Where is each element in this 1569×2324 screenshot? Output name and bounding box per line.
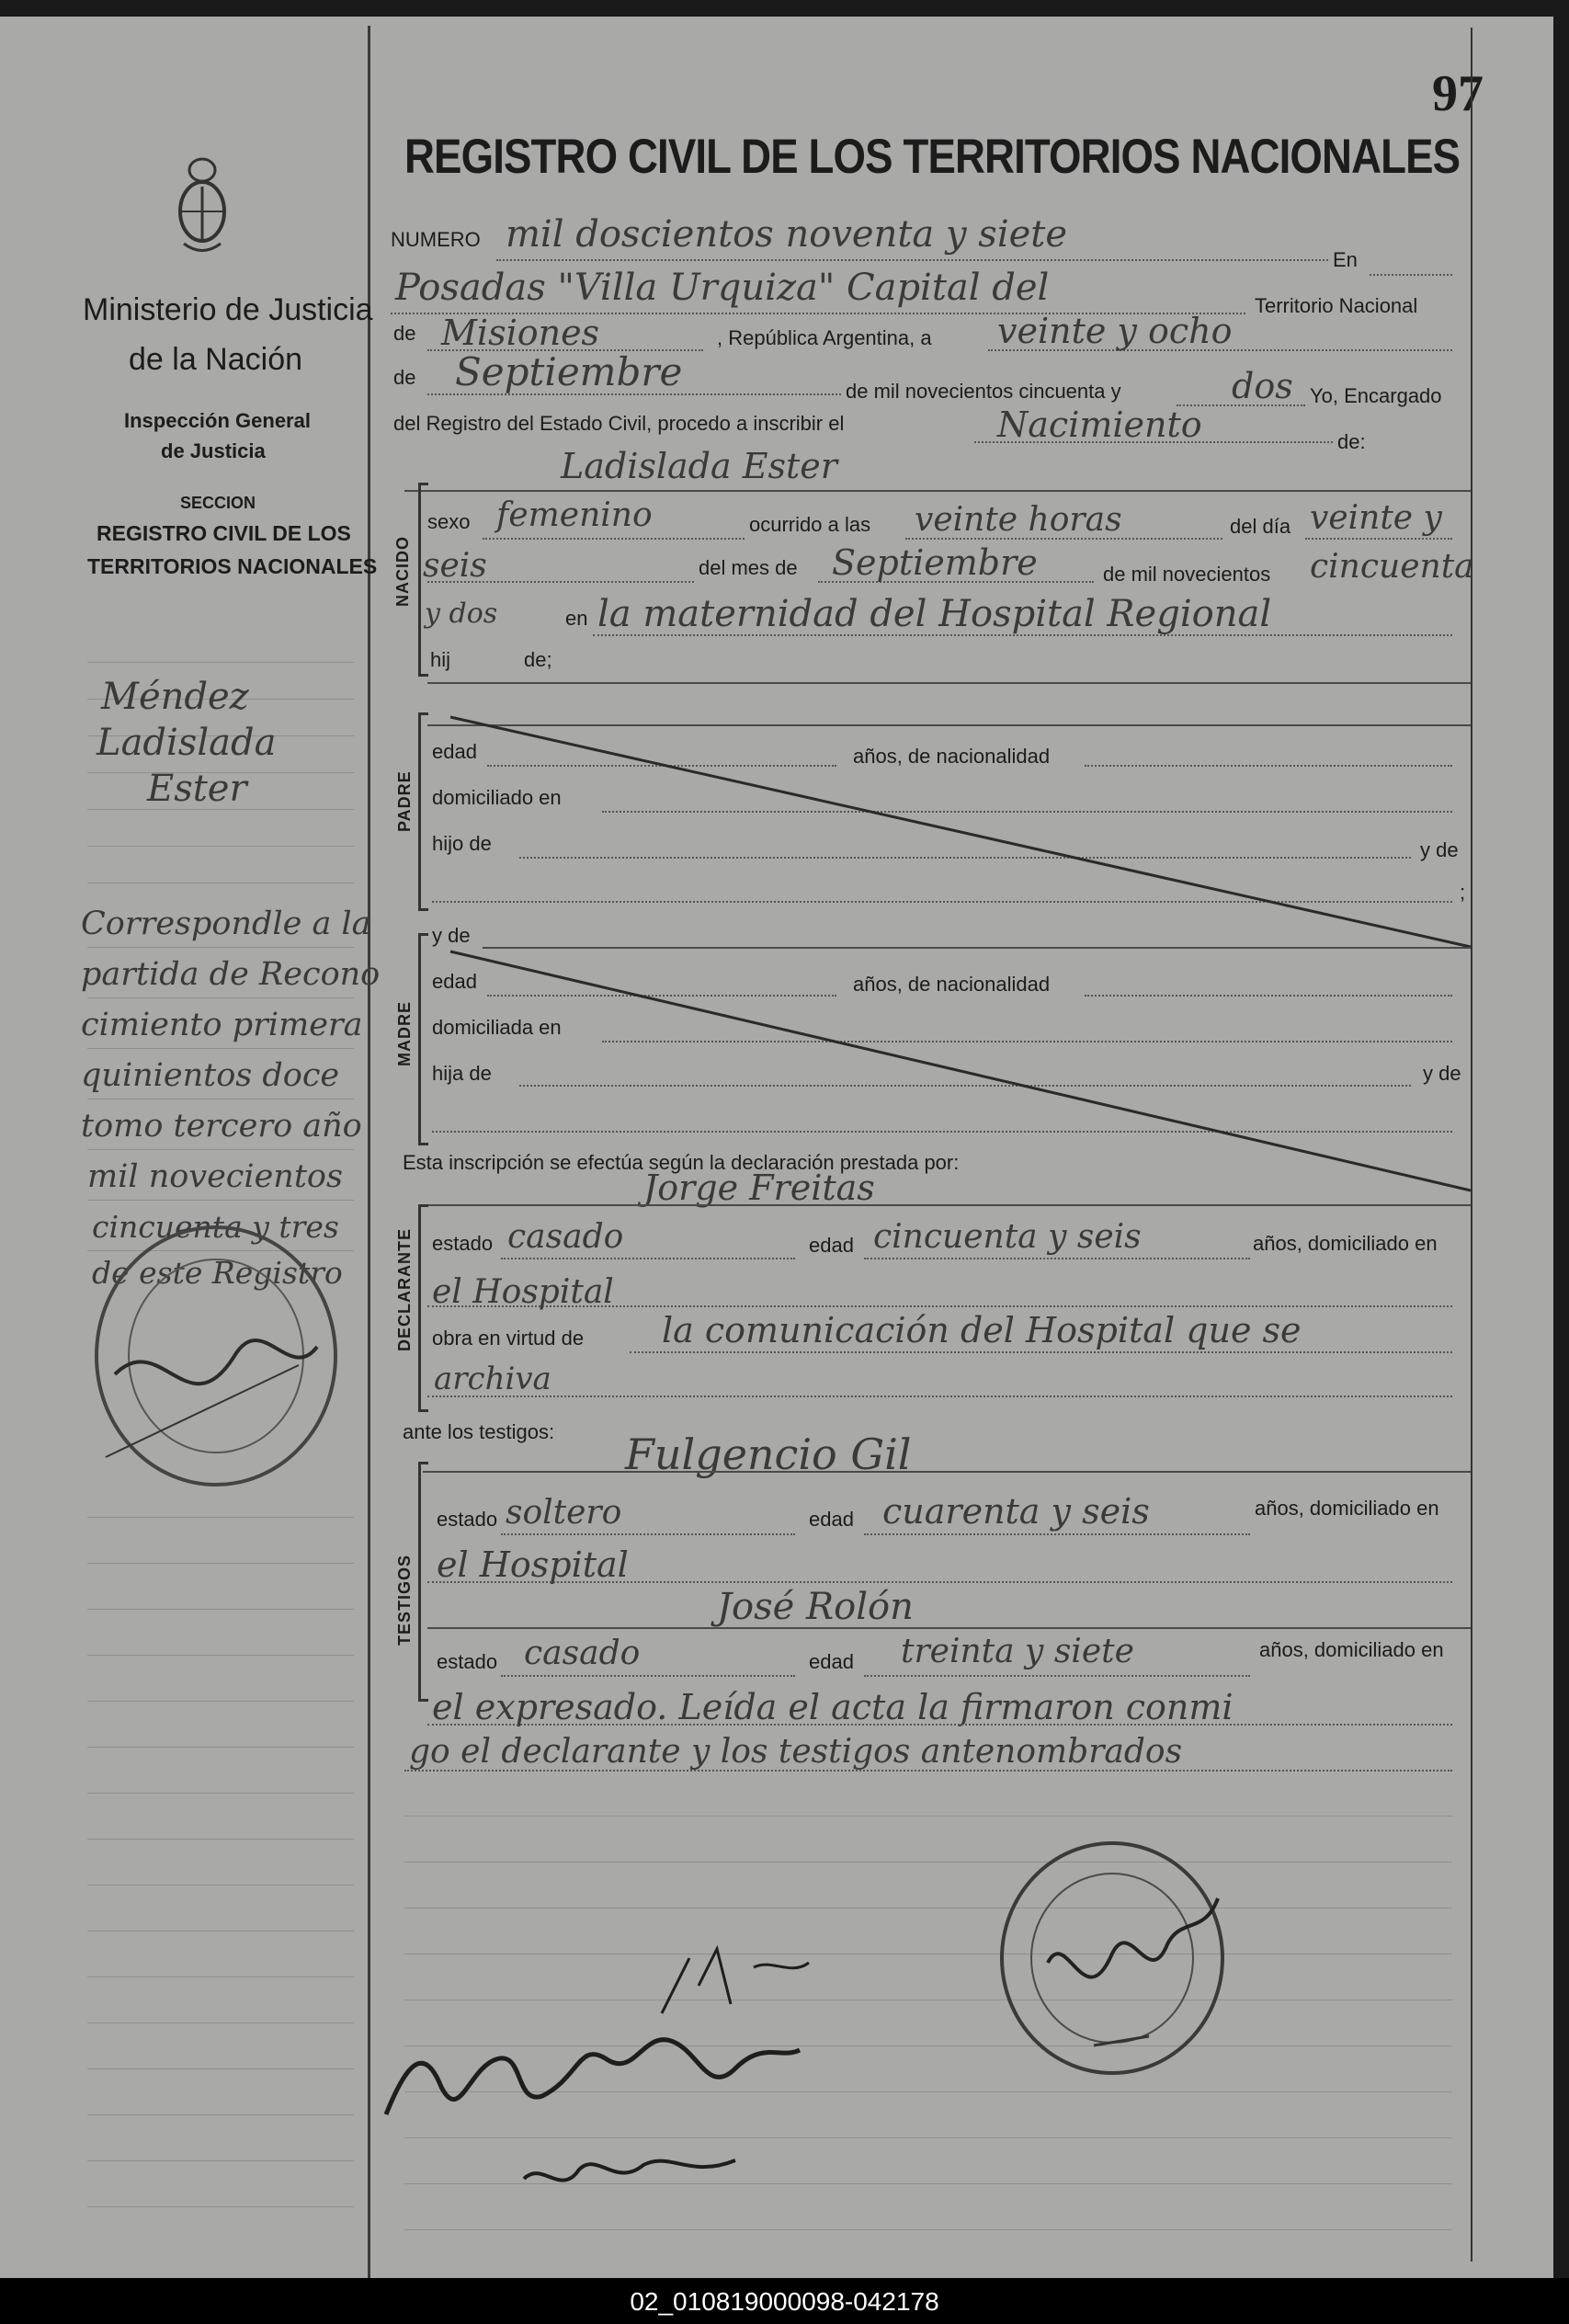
dia-line — [1305, 538, 1452, 540]
declarante-name: Jorge Freitas — [643, 1168, 875, 1208]
obra-label: obra en virtud de — [432, 1327, 585, 1350]
t2-estado-label: estado — [437, 1650, 498, 1673]
t1-estado-label: estado — [437, 1508, 498, 1531]
declarante-section-label: DECLARANTE — [395, 1228, 414, 1351]
declarante-anios-label: años, domiciliado en — [1253, 1232, 1438, 1255]
ministry-line1: Ministerio de Justicia — [83, 292, 373, 327]
margin-note-7: cincuenta y tres — [92, 1209, 339, 1245]
act-value: Nacimiento — [997, 404, 1202, 445]
en-line — [1370, 274, 1452, 276]
declarante-estado-line — [501, 1258, 795, 1259]
declarante-edad-line — [864, 1258, 1250, 1259]
t2-edad-value: treinta y siete — [901, 1633, 1134, 1670]
closing-line-1: el expresado. Leída el acta la firmaron conmi — [432, 1687, 1234, 1727]
year-label: de mil novecientos cincuenta y — [846, 380, 1121, 403]
de-colon-label: de: — [1337, 430, 1366, 453]
t1-edad-line — [864, 1533, 1250, 1535]
padre-cancel-line — [432, 712, 1480, 951]
margin-note-4: quinientos doce — [81, 1057, 340, 1094]
registry-line2: TERRITORIOS NACIONALES — [87, 554, 378, 578]
republica-label: , República Argentina, a — [717, 326, 932, 349]
t1-edad-label: edad — [809, 1508, 854, 1531]
de-label: de — [393, 322, 416, 345]
declarante-edad-label: edad — [809, 1234, 854, 1257]
madre-brace — [418, 933, 428, 1145]
padre-hijo-label: hijo de — [432, 832, 492, 855]
lugar-en-label: en — [565, 607, 588, 630]
testigo1-name: Fulgencio Gil — [625, 1430, 912, 1479]
testigo2-name: José Rolón — [717, 1586, 914, 1628]
numero-line — [496, 259, 1328, 261]
page-title: REGISTRO CIVIL DE LOS TERRITORIOS NACIONALES — [404, 130, 1461, 184]
margin-note-3: cimiento primera — [81, 1007, 363, 1043]
testigo2-rule — [427, 1627, 1471, 1629]
footer-bar — [0, 2278, 1569, 2324]
hora-value: veinte horas — [915, 501, 1122, 539]
anio-value: cincuenta — [1310, 548, 1474, 586]
margin-name-1: Méndez — [101, 676, 249, 718]
anio-label: de mil novecientos — [1103, 563, 1271, 586]
hij-de-label: de; — [524, 648, 552, 671]
margin-seal-stamp — [87, 1218, 345, 1494]
t1-edad-value: cuarenta y seis — [882, 1491, 1150, 1532]
t1-estado-value: soltero — [506, 1494, 622, 1532]
nacido-section-label: NACIDO — [393, 536, 412, 607]
month-value: Septiembre — [455, 349, 683, 394]
day-value: veinte y ocho — [997, 311, 1233, 351]
closing-line-2: go el declarante y los testigos antenombrados — [409, 1733, 1183, 1771]
mes-value: Septiembre — [832, 542, 1038, 583]
closing2-line — [404, 1770, 1452, 1771]
registry-seal-stamp — [993, 1834, 1232, 2082]
margin-note-1: Correspondle a la — [81, 906, 371, 942]
declarante-domicilio-value: el Hospital — [432, 1273, 614, 1311]
name-value: Ladislada Ester — [561, 446, 837, 486]
signatures — [368, 1931, 938, 2206]
madre-edad-label: edad — [432, 970, 477, 993]
t1-estado-line — [501, 1533, 795, 1535]
madre-y-de-top: y de — [432, 924, 471, 947]
registry-line1: REGISTRO CIVIL DE LOS — [97, 521, 351, 545]
declarante-dom-line — [427, 1305, 1452, 1307]
encargado-label: Yo, Encargado — [1310, 384, 1442, 407]
lugar-value: la maternidad del Hospital Regional — [597, 593, 1272, 635]
dia-value: veinte y — [1310, 499, 1442, 537]
obra-value: la comunicación del Hospital que se — [662, 1310, 1302, 1350]
margin-name-3: Ester — [147, 768, 247, 810]
anio-value-2: y dos — [425, 598, 498, 630]
declarante-top-rule — [423, 1204, 1471, 1206]
t2-estado-line — [501, 1675, 795, 1677]
padre-semicolon: ; — [1460, 881, 1466, 904]
madre-domiciliada-label: domiciliada en — [432, 1016, 562, 1039]
coat-of-arms-icon — [175, 152, 230, 262]
file-id: 02_010819000098-042178 — [630, 2287, 939, 2316]
sexo-label: sexo — [427, 510, 471, 533]
page-number: 97 — [1432, 65, 1484, 122]
t2-anios-label: años, domiciliado en — [1259, 1638, 1444, 1661]
padre-brace — [418, 712, 428, 911]
madre-y-de-label: y de — [1423, 1062, 1461, 1085]
numero-value: mil doscientos noventa y siete — [506, 213, 1068, 256]
sexo-line — [483, 538, 745, 540]
year-value: dos — [1232, 366, 1293, 406]
padre-anios-label: años, de nacionalidad — [853, 745, 1051, 768]
declarante-estado-value: casado — [507, 1218, 624, 1256]
mes-label: del mes de — [699, 556, 798, 579]
testigos-label: ante los testigos: — [403, 1420, 555, 1443]
inspection-line2: de Justicia — [161, 439, 266, 462]
margin-note-8: de este Registro — [92, 1255, 343, 1291]
padre-edad-label: edad — [432, 740, 477, 763]
t2-edad-line — [864, 1675, 1250, 1677]
registro-label: del Registro del Estado Civil, procedo a inscribir el — [393, 412, 845, 435]
dia-value-2: seis — [423, 547, 487, 585]
padre-y-de-label: y de — [1420, 838, 1459, 861]
ministry-line2: de la Nación — [129, 342, 303, 377]
obra2-line — [427, 1396, 1452, 1397]
inspection-line1: Inspección General — [124, 409, 311, 432]
t1-domicilio-value: el Hospital — [437, 1544, 629, 1585]
declaracion-label: Esta inscripción se efectúa según la declaración prestada por: — [403, 1151, 960, 1174]
margin-note-2: partida de Recono — [81, 956, 381, 993]
t1-anios-label: años, domiciliado en — [1255, 1497, 1439, 1520]
numero-label: NUMERO — [391, 228, 481, 251]
hij-label: hij — [430, 648, 451, 671]
padre-domiciliado-label: domiciliado en — [432, 786, 562, 809]
margin-name-2: Ladislada — [97, 722, 277, 764]
margin-note-5: tomo tercero año — [81, 1108, 362, 1145]
obra-line — [630, 1351, 1452, 1353]
t2-edad-label: edad — [809, 1650, 854, 1673]
nacido-bottom-rule — [427, 682, 1471, 684]
territorio-label: Territorio Nacional — [1255, 294, 1418, 317]
place-value: Posadas "Villa Urquiza" Capital del — [395, 267, 1050, 309]
province-value: Misiones — [441, 313, 600, 353]
declarante-edad-value: cincuenta y seis — [873, 1218, 1142, 1256]
name-rule — [404, 490, 1471, 492]
madre-section-label: MADRE — [395, 1001, 414, 1066]
margin-note-6: mil novecientos — [87, 1158, 343, 1195]
de-label-2: de — [393, 366, 416, 389]
sexo-value: femenino — [496, 496, 653, 534]
madre-hija-label: hija de — [432, 1062, 492, 1085]
padre-section-label: PADRE — [395, 770, 414, 832]
dia-label: del día — [1230, 515, 1291, 538]
en-label: En — [1333, 248, 1358, 271]
closing1-line — [427, 1724, 1452, 1726]
dia2-line — [427, 581, 694, 583]
declarante-estado-label: estado — [432, 1232, 494, 1255]
madre-anios-label: años, de nacionalidad — [853, 973, 1051, 996]
testigos-section-label: TESTIGOS — [395, 1554, 414, 1646]
ocurrido-label: ocurrido a las — [749, 513, 871, 536]
section-label: SECCION — [180, 494, 256, 512]
obra-value-2: archiva — [434, 1361, 551, 1397]
declarante-brace — [418, 1204, 428, 1412]
testigos-top-rule — [423, 1471, 1471, 1473]
t1-dom-line — [427, 1581, 1452, 1583]
t2-estado-value: casado — [524, 1635, 641, 1672]
